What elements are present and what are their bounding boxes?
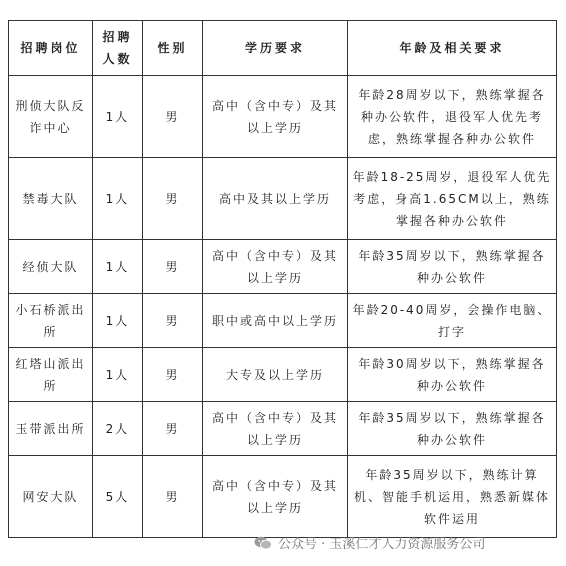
cell-position: 刑侦大队反诈中心 [9,76,93,158]
table-row [9,294,557,348]
cell-gender: 男 [143,76,203,158]
header-requirements: 年龄及相关要求 [348,21,557,76]
header-position: 招聘岗位 [9,21,93,76]
cell-education: 大专及以上学历 [203,348,348,402]
wechat-icon [254,536,272,550]
table-row [9,76,557,158]
cell-position: 经侦大队 [9,240,93,294]
cell-position: 玉带派出所 [9,402,93,456]
cell-count: 1人 [93,240,143,294]
recruitment-table [8,20,557,538]
cell-requirements: 年龄20-40周岁，会操作电脑、打字 [348,294,557,348]
cell-gender: 男 [143,348,203,402]
cell-count: 1人 [93,158,143,240]
table-row [9,240,557,294]
cell-position: 红塔山派出所 [9,348,93,402]
cell-count: 1人 [93,348,143,402]
cell-gender: 男 [143,240,203,294]
cell-requirements: 年龄28周岁以下，熟练掌握各种办公软件，退役军人优先考虑，熟练掌握各种办公软件 [348,76,557,158]
table-row [9,402,557,456]
cell-requirements: 年龄18-25周岁，退役军人优先考虑，身高1.65CM以上，熟练掌握各种办公软件 [348,158,557,240]
cell-position: 小石桥派出所 [9,294,93,348]
header-count: 招聘人数 [93,21,143,76]
cell-count: 1人 [93,294,143,348]
table-row [9,158,557,240]
cell-gender: 男 [143,294,203,348]
cell-education: 高中（含中专）及其以上学历 [203,456,348,538]
cell-requirements: 年龄35周岁以下，熟练掌握各种办公软件 [348,240,557,294]
table-row [9,456,557,538]
cell-gender: 男 [143,402,203,456]
cell-requirements: 年龄35周岁以下，熟练掌握各种办公软件 [348,402,557,456]
cell-count: 5人 [93,456,143,538]
header-gender: 性别 [143,21,203,76]
cell-education: 高中（含中专）及其以上学历 [203,402,348,456]
watermark [254,533,485,552]
table-row [9,348,557,402]
cell-education: 职中或高中以上学历 [203,294,348,348]
cell-position: 网安大队 [9,456,93,538]
watermark-text: 公众号 · 玉溪仁才人力资源服务公司 [278,537,486,552]
cell-position: 禁毒大队 [9,158,93,240]
cell-count: 1人 [93,76,143,158]
cell-count: 2人 [93,402,143,456]
cell-gender: 男 [143,456,203,538]
cell-education: 高中（含中专）及其以上学历 [203,240,348,294]
table-header-row [9,21,557,76]
cell-education: 高中及其以上学历 [203,158,348,240]
cell-requirements: 年龄30周岁以下，熟练掌握各种办公软件 [348,348,557,402]
cell-education: 高中（含中专）及其以上学历 [203,76,348,158]
cell-requirements: 年龄35周岁以下，熟练计算机、智能手机运用，熟悉新媒体软件运用 [348,456,557,538]
header-education: 学历要求 [203,21,348,76]
cell-gender: 男 [143,158,203,240]
